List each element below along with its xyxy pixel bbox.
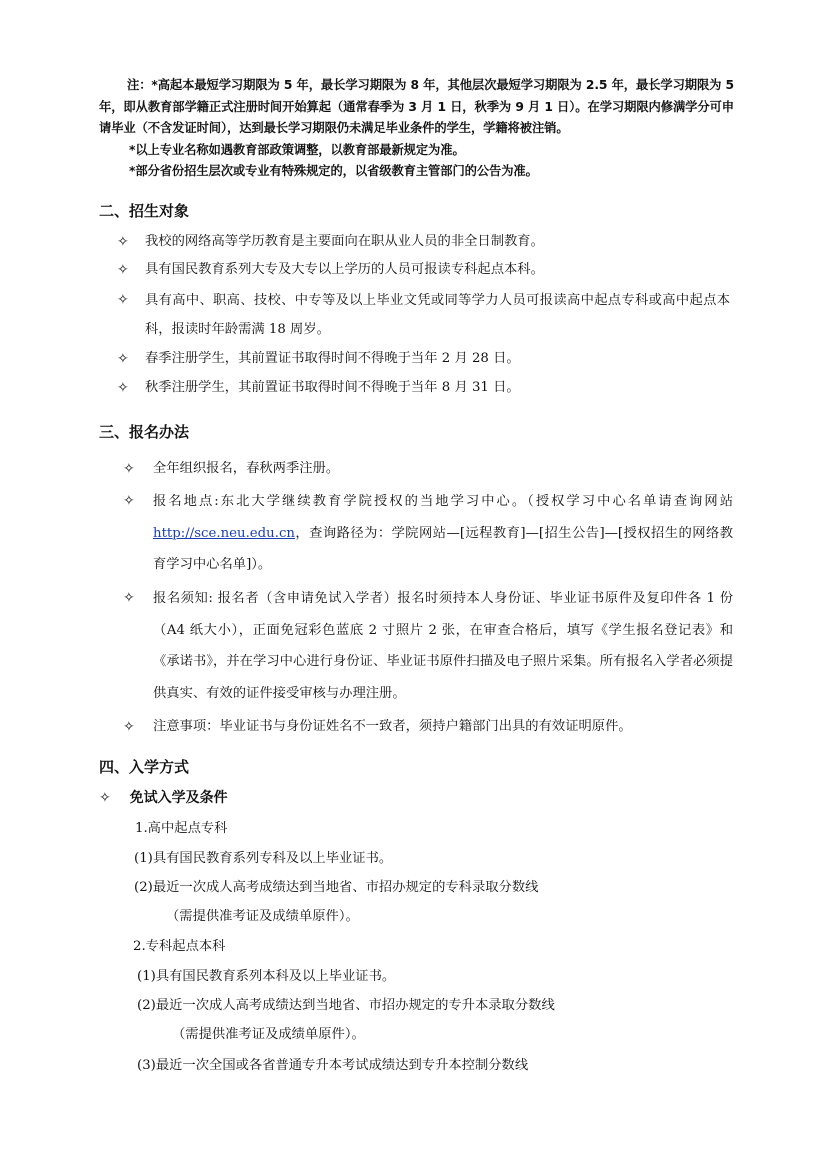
list-item-text: 我校的网络高等学历教育是主要面向在职从业人员的非全日制教育。 <box>145 234 544 249</box>
list-item <box>123 486 733 581</box>
note-paragraph-3: *部分省份招生层次或专业有特殊规定的，以省级教育主管部门的公告为准。 <box>129 164 538 178</box>
section-3-heading: 三、报名办法 <box>99 423 190 441</box>
list-item <box>117 345 737 373</box>
condition-line: (2)最近一次成人高考成绩达到当地省、市招办规定的专科录取分数线 <box>134 880 539 895</box>
list-item-text: 春季注册学生，其前置证书取得时间不得晚于当年 2 月 28 日。 <box>145 351 520 366</box>
condition-line: 2.专科起点本科 <box>133 939 226 954</box>
diamond-bullet-icon: ✧ <box>99 790 111 806</box>
list-item <box>123 455 733 483</box>
note-block <box>99 75 734 183</box>
condition-line: （需提供准考证及成绩单原件）。 <box>172 1027 365 1042</box>
list-item-text: 具有国民教育系列大专及大专以上学历的人员可报读专科起点本科。 <box>145 262 544 277</box>
query-path-text: ，查询路径为：学院网站—[远程教育]—[招生公告]—[授权招生的网络教育学习中心名单]）。 <box>153 525 733 572</box>
diamond-bullet-icon: ✧ <box>123 493 135 509</box>
list-item-text: 秋季注册学生，其前置证书取得时间不得晚于当年 8 月 31 日。 <box>145 380 520 395</box>
diamond-bullet-icon: ✧ <box>117 380 129 396</box>
diamond-bullet-icon: ✧ <box>123 590 135 606</box>
section-2-heading: 二、招生对象 <box>99 202 190 220</box>
diamond-bullet-icon: ✧ <box>117 292 129 308</box>
list-item-text: 注意事项：毕业证书与身份证姓名不一致者，须持户籍部门出具的有效证明原件。 <box>153 719 632 734</box>
exemption-subheading <box>99 788 228 808</box>
list-item <box>117 374 737 402</box>
condition-line: （需提供准考证及成绩单原件）。 <box>166 909 359 924</box>
list-item-text <box>123 486 733 581</box>
diamond-bullet-icon: ✧ <box>123 461 135 477</box>
list-item-text: 具有高中、职高、技校、中专等及以上毕业文凭或同等学力人员可报读高中起点专科或高中起点本科，报读时年龄需满 18 周岁。 <box>145 293 730 337</box>
condition-line: (1)具有国民教育系列本科及以上毕业证书。 <box>137 969 396 984</box>
condition-line: 1.高中起点专科 <box>135 821 228 836</box>
list-item <box>117 256 737 284</box>
list-item <box>123 583 733 709</box>
note-paragraph-2: *以上专业名称如遇教育部政策调整，以教育部最新规定为准。 <box>129 142 465 157</box>
condition-line: (3)最近一次全国或各省普通专升本考试成绩达到专升本控制分数线 <box>137 1058 529 1073</box>
diamond-bullet-icon: ✧ <box>117 262 129 278</box>
list-item <box>117 228 737 256</box>
college-website-link[interactable]: http://sce.neu.edu.cn <box>153 525 295 541</box>
section-4-heading: 四、入学方式 <box>99 758 190 776</box>
note-paragraph-1: 注：*高起本最短学习期限为 5 年，最长学习期限为 8 年，其他层次最短学习期限为 2.5 年，最长学习期限为 5 年，即从教育部学籍正式注册时间开始算起（通常春季为 3 月 1 日，秋季为 9 月 1 日）。在学习期限内修满学分可申请毕业（不含发证时间），达到最长学习期限仍未满足毕业条件的学生，学籍将被注销。 <box>99 78 734 135</box>
condition-line: (1)具有国民教育系列专科及以上毕业证书。 <box>134 851 393 866</box>
diamond-bullet-icon: ✧ <box>117 351 129 367</box>
list-item <box>117 286 730 344</box>
diamond-bullet-icon: ✧ <box>123 719 135 735</box>
condition-line: (2)最近一次成人高考成绩达到当地省、市招办规定的专升本录取分数线 <box>137 998 555 1013</box>
exemption-subheading-text: 免试入学及条件 <box>129 790 228 806</box>
list-item <box>123 713 743 741</box>
registration-location-text: 报名地点:东北大学继续教育学院授权的当地学习中心。（授权学习中心名单请查询网站 <box>153 494 733 509</box>
list-item-text: 报名须知: 报名者（含申请免试入学者）报名时须持本人身份证、毕业证书原件及复印件各 1 份（A4 纸大小），正面免冠彩色蓝底 2 寸照片 2 张，在审查合格后，填写《学生报名登记表》和《承诺书》，并在学习中心进行身份证、毕业证书原件扫描及电子照片采集。所有报名入学者必须提供真实、有效的证件接受审核与办理注册。 <box>153 591 733 701</box>
list-item-text: 全年组织报名，春秋两季注册。 <box>153 461 340 476</box>
diamond-bullet-icon: ✧ <box>117 234 129 250</box>
